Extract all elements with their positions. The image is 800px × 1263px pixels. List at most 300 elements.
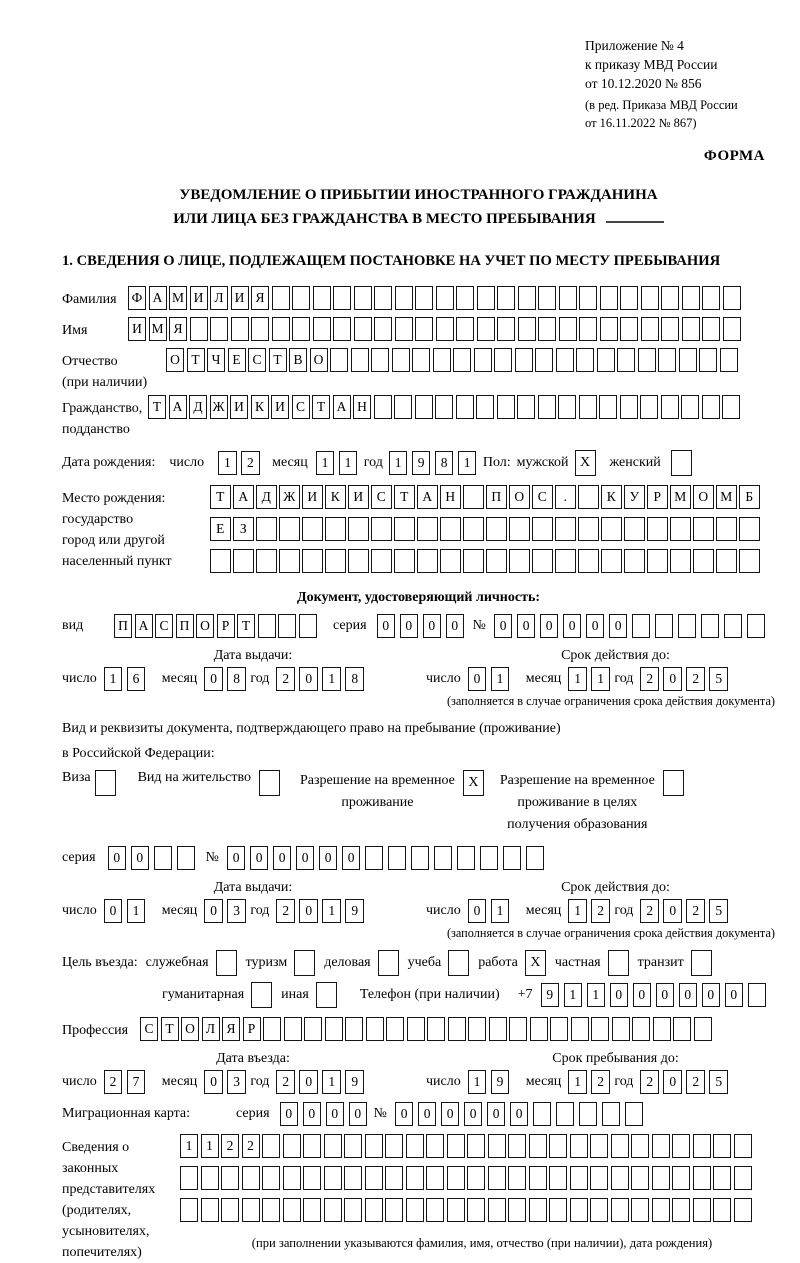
char-box[interactable] [538, 317, 556, 341]
char-box[interactable]: 2 [104, 1070, 123, 1094]
char-box[interactable] [180, 1166, 198, 1190]
char-box[interactable] [549, 1198, 567, 1222]
char-box[interactable] [497, 395, 515, 419]
char-box[interactable] [532, 549, 553, 573]
char-box[interactable] [716, 517, 737, 541]
char-box[interactable] [693, 1198, 711, 1222]
char-box[interactable] [436, 317, 454, 341]
char-box[interactable] [702, 317, 720, 341]
char-box[interactable] [558, 395, 576, 419]
char-box[interactable]: 2 [276, 899, 295, 923]
char-box[interactable]: 0 [303, 1102, 322, 1126]
char-box[interactable] [448, 1017, 466, 1041]
char-box[interactable] [713, 1198, 731, 1222]
char-box[interactable] [701, 614, 720, 638]
char-box[interactable]: М [169, 286, 187, 310]
char-box[interactable] [682, 317, 700, 341]
purpose-tourism-checkbox[interactable] [294, 950, 315, 976]
char-box[interactable]: 9 [345, 899, 364, 923]
char-box[interactable] [570, 1134, 588, 1158]
char-box[interactable]: 1 [568, 1070, 587, 1094]
char-box[interactable] [488, 1166, 506, 1190]
char-box[interactable] [313, 317, 331, 341]
char-box[interactable] [303, 1198, 321, 1222]
char-box[interactable] [661, 286, 679, 310]
char-box[interactable] [395, 317, 413, 341]
char-box[interactable]: 1 [491, 899, 510, 923]
char-box[interactable] [480, 846, 499, 870]
char-box[interactable]: Ж [279, 485, 300, 509]
char-box[interactable] [272, 286, 290, 310]
char-box[interactable]: И [128, 317, 146, 341]
char-box[interactable]: 8 [227, 667, 246, 691]
char-box[interactable] [713, 1166, 731, 1190]
char-box[interactable]: 1 [322, 899, 341, 923]
char-box[interactable]: 0 [494, 614, 513, 638]
char-box[interactable] [233, 549, 254, 573]
char-box[interactable]: Я [251, 286, 269, 310]
char-box[interactable]: П [486, 485, 507, 509]
char-box[interactable]: Л [210, 286, 228, 310]
char-box[interactable]: 1 [587, 983, 606, 1007]
char-box[interactable] [386, 1017, 404, 1041]
char-box[interactable]: 0 [418, 1102, 437, 1126]
char-box[interactable]: Я [222, 1017, 240, 1041]
char-box[interactable]: Т [210, 485, 231, 509]
char-box[interactable] [571, 1017, 589, 1041]
char-box[interactable]: 0 [679, 983, 698, 1007]
char-box[interactable] [313, 286, 331, 310]
char-box[interactable]: 1 [322, 1070, 341, 1094]
char-box[interactable]: 5 [709, 899, 728, 923]
char-box[interactable] [532, 517, 553, 541]
char-box[interactable]: 0 [663, 667, 682, 691]
char-box[interactable] [693, 1134, 711, 1158]
char-box[interactable] [601, 517, 622, 541]
char-box[interactable] [555, 549, 576, 573]
char-box[interactable]: А [417, 485, 438, 509]
char-box[interactable] [508, 1198, 526, 1222]
char-box[interactable] [570, 1166, 588, 1190]
char-box[interactable] [679, 348, 697, 372]
char-box[interactable]: . [555, 485, 576, 509]
char-box[interactable] [333, 317, 351, 341]
char-box[interactable] [702, 286, 720, 310]
char-box[interactable]: 0 [468, 667, 487, 691]
char-box[interactable] [632, 614, 651, 638]
char-box[interactable] [672, 1166, 690, 1190]
purpose-transit-checkbox[interactable] [691, 950, 712, 976]
char-box[interactable]: Ж [210, 395, 228, 419]
char-box[interactable] [652, 1166, 670, 1190]
char-box[interactable] [518, 317, 536, 341]
char-box[interactable] [600, 286, 618, 310]
char-box[interactable] [509, 1017, 527, 1041]
char-box[interactable] [453, 348, 471, 372]
char-box[interactable] [447, 1134, 465, 1158]
char-box[interactable] [251, 317, 269, 341]
char-box[interactable]: 6 [127, 667, 146, 691]
char-box[interactable]: Т [394, 485, 415, 509]
char-box[interactable] [747, 614, 766, 638]
char-box[interactable] [579, 286, 597, 310]
char-box[interactable] [739, 549, 760, 573]
char-box[interactable] [559, 286, 577, 310]
char-box[interactable]: 1 [104, 667, 123, 691]
char-box[interactable] [411, 846, 430, 870]
char-box[interactable] [641, 286, 659, 310]
char-box[interactable] [303, 1134, 321, 1158]
char-box[interactable] [426, 1134, 444, 1158]
char-box[interactable]: 0 [610, 983, 629, 1007]
char-box[interactable] [324, 1134, 342, 1158]
char-box[interactable] [533, 1102, 552, 1126]
char-box[interactable]: 0 [227, 846, 246, 870]
char-box[interactable]: 0 [446, 614, 465, 638]
char-box[interactable] [177, 846, 196, 870]
char-box[interactable]: 2 [640, 667, 659, 691]
purpose-private-checkbox[interactable] [608, 950, 629, 976]
char-box[interactable] [693, 517, 714, 541]
char-box[interactable] [426, 1166, 444, 1190]
char-box[interactable]: Б [739, 485, 760, 509]
char-box[interactable] [463, 549, 484, 573]
char-box[interactable] [549, 1134, 567, 1158]
char-box[interactable]: 7 [127, 1070, 146, 1094]
char-box[interactable]: Н [440, 485, 461, 509]
char-box[interactable] [508, 1134, 526, 1158]
visa-checkbox[interactable] [95, 770, 116, 796]
char-box[interactable] [620, 395, 638, 419]
char-box[interactable]: К [601, 485, 622, 509]
char-box[interactable]: 2 [221, 1134, 239, 1158]
char-box[interactable]: 0 [423, 614, 442, 638]
char-box[interactable]: 2 [640, 1070, 659, 1094]
char-box[interactable]: А [333, 395, 351, 419]
char-box[interactable] [394, 517, 415, 541]
char-box[interactable]: Д [189, 395, 207, 419]
char-box[interactable] [427, 1017, 445, 1041]
char-box[interactable] [457, 846, 476, 870]
purpose-work-checkbox[interactable]: X [525, 950, 546, 976]
char-box[interactable]: 1 [564, 983, 583, 1007]
char-box[interactable]: 0 [633, 983, 652, 1007]
char-box[interactable]: 2 [640, 899, 659, 923]
char-box[interactable]: 0 [296, 846, 315, 870]
char-box[interactable] [302, 517, 323, 541]
char-box[interactable] [394, 395, 412, 419]
char-box[interactable]: 2 [686, 1070, 705, 1094]
char-box[interactable] [672, 1134, 690, 1158]
char-box[interactable] [699, 348, 717, 372]
char-box[interactable] [599, 395, 617, 419]
char-box[interactable]: А [169, 395, 187, 419]
char-box[interactable] [601, 549, 622, 573]
char-box[interactable]: 0 [464, 1102, 483, 1126]
char-box[interactable] [631, 1198, 649, 1222]
char-box[interactable] [456, 395, 474, 419]
char-box[interactable]: Е [228, 348, 246, 372]
char-box[interactable] [324, 1166, 342, 1190]
char-box[interactable] [154, 846, 173, 870]
char-box[interactable] [486, 549, 507, 573]
char-box[interactable]: 1 [458, 451, 477, 475]
char-box[interactable] [638, 348, 656, 372]
char-box[interactable]: 0 [131, 846, 150, 870]
char-box[interactable]: 0 [319, 846, 338, 870]
char-box[interactable] [407, 1017, 425, 1041]
char-box[interactable]: Т [161, 1017, 179, 1041]
char-box[interactable]: Т [148, 395, 166, 419]
char-box[interactable]: 2 [241, 451, 260, 475]
char-box[interactable] [299, 614, 317, 638]
char-box[interactable]: 1 [322, 667, 341, 691]
char-box[interactable]: Р [217, 614, 235, 638]
char-box[interactable]: И [271, 395, 289, 419]
char-box[interactable]: 0 [586, 614, 605, 638]
char-box[interactable] [477, 317, 495, 341]
char-box[interactable]: 1 [568, 899, 587, 923]
char-box[interactable] [463, 485, 484, 509]
char-box[interactable] [263, 1017, 281, 1041]
char-box[interactable] [417, 549, 438, 573]
char-box[interactable] [724, 614, 743, 638]
char-box[interactable] [325, 549, 346, 573]
char-box[interactable] [529, 1198, 547, 1222]
char-box[interactable] [278, 614, 296, 638]
char-box[interactable]: 2 [276, 1070, 295, 1094]
char-box[interactable]: 0 [517, 614, 536, 638]
char-box[interactable] [515, 348, 533, 372]
char-box[interactable]: 1 [339, 451, 358, 475]
char-box[interactable]: М [670, 485, 691, 509]
char-box[interactable] [620, 286, 638, 310]
char-box[interactable]: Т [187, 348, 205, 372]
char-box[interactable]: Т [237, 614, 255, 638]
char-box[interactable]: С [532, 485, 553, 509]
char-box[interactable]: 0 [400, 614, 419, 638]
char-box[interactable]: 3 [227, 899, 246, 923]
char-box[interactable] [436, 286, 454, 310]
char-box[interactable]: П [176, 614, 194, 638]
char-box[interactable] [576, 348, 594, 372]
char-box[interactable] [678, 614, 697, 638]
char-box[interactable]: 0 [250, 846, 269, 870]
char-box[interactable] [345, 1017, 363, 1041]
char-box[interactable] [283, 1198, 301, 1222]
char-box[interactable] [388, 846, 407, 870]
char-box[interactable] [262, 1134, 280, 1158]
char-box[interactable]: 2 [686, 899, 705, 923]
male-checkbox[interactable]: X [575, 450, 596, 476]
char-box[interactable] [279, 549, 300, 573]
char-box[interactable] [190, 317, 208, 341]
char-box[interactable] [292, 317, 310, 341]
char-box[interactable]: 0 [299, 899, 318, 923]
char-box[interactable]: 2 [686, 667, 705, 691]
char-box[interactable] [333, 286, 351, 310]
char-box[interactable] [221, 1166, 239, 1190]
char-box[interactable] [549, 1166, 567, 1190]
char-box[interactable] [210, 549, 231, 573]
char-box[interactable]: 0 [663, 899, 682, 923]
char-box[interactable] [682, 286, 700, 310]
char-box[interactable]: И [231, 286, 249, 310]
purpose-business-checkbox[interactable] [378, 950, 399, 976]
char-box[interactable] [415, 317, 433, 341]
char-box[interactable]: 3 [227, 1070, 246, 1094]
char-box[interactable]: О [181, 1017, 199, 1041]
char-box[interactable] [559, 317, 577, 341]
char-box[interactable]: В [289, 348, 307, 372]
char-box[interactable] [641, 317, 659, 341]
char-box[interactable]: 1 [218, 451, 237, 475]
char-box[interactable] [262, 1166, 280, 1190]
char-box[interactable] [611, 1166, 629, 1190]
char-box[interactable] [476, 395, 494, 419]
char-box[interactable] [625, 1102, 644, 1126]
char-box[interactable] [716, 549, 737, 573]
char-box[interactable] [723, 317, 741, 341]
char-box[interactable] [283, 1166, 301, 1190]
char-box[interactable] [231, 317, 249, 341]
char-box[interactable] [734, 1198, 752, 1222]
char-box[interactable] [385, 1198, 403, 1222]
char-box[interactable] [535, 348, 553, 372]
char-box[interactable] [354, 317, 372, 341]
char-box[interactable]: 0 [441, 1102, 460, 1126]
char-box[interactable]: М [716, 485, 737, 509]
char-box[interactable] [371, 517, 392, 541]
char-box[interactable] [440, 517, 461, 541]
char-box[interactable] [365, 1166, 383, 1190]
char-box[interactable] [412, 348, 430, 372]
char-box[interactable] [723, 286, 741, 310]
char-box[interactable] [256, 549, 277, 573]
char-box[interactable]: О [310, 348, 328, 372]
char-box[interactable] [406, 1166, 424, 1190]
char-box[interactable]: 0 [510, 1102, 529, 1126]
char-box[interactable] [447, 1198, 465, 1222]
char-box[interactable]: Я [169, 317, 187, 341]
char-box[interactable] [538, 286, 556, 310]
char-box[interactable]: 8 [345, 667, 364, 691]
char-box[interactable]: И [348, 485, 369, 509]
char-box[interactable] [201, 1198, 219, 1222]
char-box[interactable]: 0 [273, 846, 292, 870]
char-box[interactable] [324, 1198, 342, 1222]
char-box[interactable] [590, 1198, 608, 1222]
char-box[interactable] [579, 1102, 598, 1126]
char-box[interactable] [365, 1198, 383, 1222]
char-box[interactable]: 5 [709, 1070, 728, 1094]
char-box[interactable]: 0 [702, 983, 721, 1007]
char-box[interactable] [447, 1166, 465, 1190]
char-box[interactable] [283, 1134, 301, 1158]
char-box[interactable]: 1 [201, 1134, 219, 1158]
char-box[interactable] [489, 1017, 507, 1041]
char-box[interactable]: Е [210, 517, 231, 541]
char-box[interactable]: Ч [207, 348, 225, 372]
char-box[interactable]: 9 [412, 451, 431, 475]
char-box[interactable] [433, 348, 451, 372]
char-box[interactable] [467, 1166, 485, 1190]
char-box[interactable] [555, 517, 576, 541]
char-box[interactable] [242, 1198, 260, 1222]
char-box[interactable] [497, 317, 515, 341]
char-box[interactable] [658, 348, 676, 372]
char-box[interactable] [463, 517, 484, 541]
char-box[interactable] [509, 549, 530, 573]
char-box[interactable] [488, 1134, 506, 1158]
char-box[interactable]: С [292, 395, 310, 419]
char-box[interactable] [509, 517, 530, 541]
char-box[interactable] [693, 1166, 711, 1190]
char-box[interactable] [578, 517, 599, 541]
char-box[interactable] [647, 549, 668, 573]
char-box[interactable] [456, 286, 474, 310]
char-box[interactable]: 8 [435, 451, 454, 475]
char-box[interactable]: 0 [349, 1102, 368, 1126]
char-box[interactable] [385, 1134, 403, 1158]
char-box[interactable] [624, 549, 645, 573]
char-box[interactable] [713, 1134, 731, 1158]
char-box[interactable] [272, 317, 290, 341]
char-box[interactable] [467, 1198, 485, 1222]
char-box[interactable]: 0 [663, 1070, 682, 1094]
char-box[interactable]: Т [312, 395, 330, 419]
char-box[interactable] [392, 348, 410, 372]
char-box[interactable]: Р [647, 485, 668, 509]
char-box[interactable] [624, 517, 645, 541]
char-box[interactable]: И [302, 485, 323, 509]
char-box[interactable]: Д [256, 485, 277, 509]
purpose-other-checkbox[interactable] [316, 982, 337, 1008]
char-box[interactable] [494, 348, 512, 372]
temp-residence-checkbox[interactable]: X [463, 770, 484, 796]
char-box[interactable]: К [251, 395, 269, 419]
char-box[interactable]: О [693, 485, 714, 509]
char-box[interactable]: 0 [299, 1070, 318, 1094]
char-box[interactable] [681, 395, 699, 419]
char-box[interactable] [538, 395, 556, 419]
char-box[interactable]: 0 [108, 846, 127, 870]
char-box[interactable] [579, 395, 597, 419]
char-box[interactable] [406, 1134, 424, 1158]
char-box[interactable] [292, 286, 310, 310]
char-box[interactable] [303, 1166, 321, 1190]
char-box[interactable]: 1 [568, 667, 587, 691]
char-box[interactable] [617, 348, 635, 372]
char-box[interactable]: П [114, 614, 132, 638]
char-box[interactable]: 9 [541, 983, 560, 1007]
purpose-official-checkbox[interactable] [216, 950, 237, 976]
char-box[interactable]: 0 [395, 1102, 414, 1126]
char-box[interactable] [210, 317, 228, 341]
char-box[interactable] [661, 395, 679, 419]
char-box[interactable]: С [140, 1017, 158, 1041]
char-box[interactable] [374, 286, 392, 310]
char-box[interactable] [354, 286, 372, 310]
char-box[interactable] [348, 517, 369, 541]
char-box[interactable]: 1 [180, 1134, 198, 1158]
char-box[interactable] [734, 1166, 752, 1190]
char-box[interactable]: 2 [591, 1070, 610, 1094]
char-box[interactable]: С [248, 348, 266, 372]
char-box[interactable] [325, 1017, 343, 1041]
char-box[interactable]: С [155, 614, 173, 638]
char-box[interactable] [611, 1198, 629, 1222]
